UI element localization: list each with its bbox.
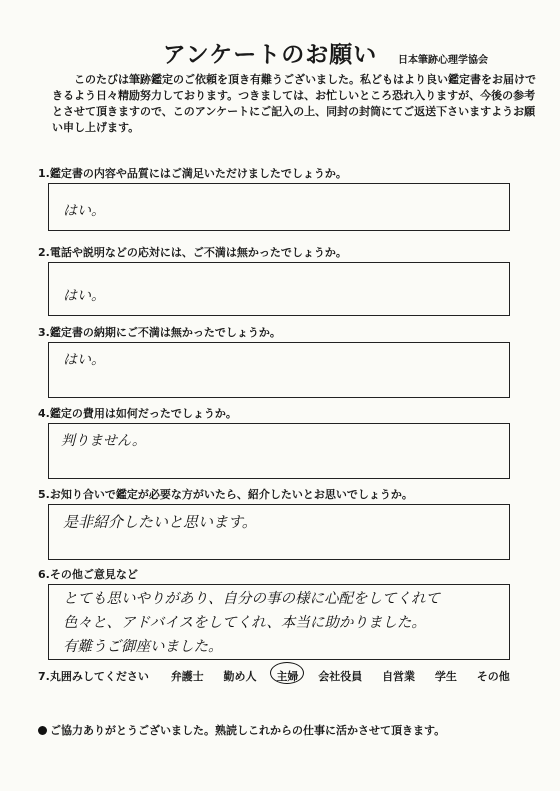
option-housewife[interactable] <box>276 668 298 684</box>
question-3-answer: はい。 <box>63 352 105 368</box>
question-6-answer-line-3: 有難うご御座いました。 <box>63 639 223 655</box>
question-2-label: 2.電話や説明などの応対には、ご不満は無かったでしょうか。 <box>38 246 347 259</box>
organization-name: 日本筆跡心理学協会 <box>398 55 488 66</box>
option-student[interactable]: 学生 <box>434 670 457 683</box>
question-7-row <box>38 668 538 684</box>
question-6-answer-line-2: 色々と、アドバイスをしてくれ、本当に助かりました。 <box>63 615 426 631</box>
page-title: アンケートのお願い <box>162 42 378 68</box>
question-4-answer-box[interactable] <box>48 423 510 479</box>
option-self-employed[interactable]: 自営業 <box>382 670 416 683</box>
question-7-label: 7.丸囲みしてください <box>38 670 149 683</box>
closing-message <box>38 722 445 738</box>
selected-circle-mark <box>270 662 304 684</box>
closing-text: ご協力ありがとうございました。熟読しこれからの仕事に活かさせて頂きます。 <box>50 724 446 737</box>
option-employee[interactable]: 勤め人 <box>223 670 257 683</box>
option-other[interactable]: その他 <box>476 670 510 683</box>
question-6-label: 6.その他ご意見など <box>38 568 138 581</box>
question-4-answer: 判りません。 <box>61 433 146 449</box>
question-1-answer-box[interactable] <box>48 183 510 231</box>
question-6-answer-box[interactable] <box>48 584 510 660</box>
question-6-answer-line-1: とても思いやりがあり、自分の事の様に心配をしてくれて <box>63 591 440 607</box>
intro-paragraph: このたびは筆跡鑑定のご依頼を頂き有難うございました。私どもはより良い鑑定書をお届けできるよう日々精励努力しております。つきましては、お忙しいところ恐れ入りますが、今後の参考とさせて頂きますので、このアンケートにご記入の上、同封の封筒にてご返送下さいますようお願い申し上げます。 <box>52 73 536 134</box>
question-2-answer: はい。 <box>63 288 105 304</box>
bullet-icon <box>38 726 47 735</box>
question-5-answer: 是非紹介したいと思います。 <box>63 513 257 531</box>
question-2-answer-box[interactable] <box>48 262 510 316</box>
option-lawyer[interactable]: 弁護士 <box>170 670 204 683</box>
question-3-answer-box[interactable] <box>48 342 510 398</box>
question-4-label: 4.鑑定の費用は如何だったでしょうか。 <box>38 407 237 420</box>
question-5-label: 5.お知り合いで鑑定が必要な方がいたら、紹介したいとお思いでしょうか。 <box>38 488 413 501</box>
question-1-answer: はい。 <box>63 203 105 219</box>
option-housewife-label: 主婦 <box>276 670 299 683</box>
question-5-answer-box[interactable] <box>48 504 510 560</box>
option-executive[interactable]: 会社役員 <box>318 670 363 683</box>
question-1-label: 1.鑑定書の内容や品質にはご満足いただけましたでしょうか。 <box>38 167 347 180</box>
question-3-label: 3.鑑定書の納期にご不満は無かったでしょうか。 <box>38 326 281 339</box>
